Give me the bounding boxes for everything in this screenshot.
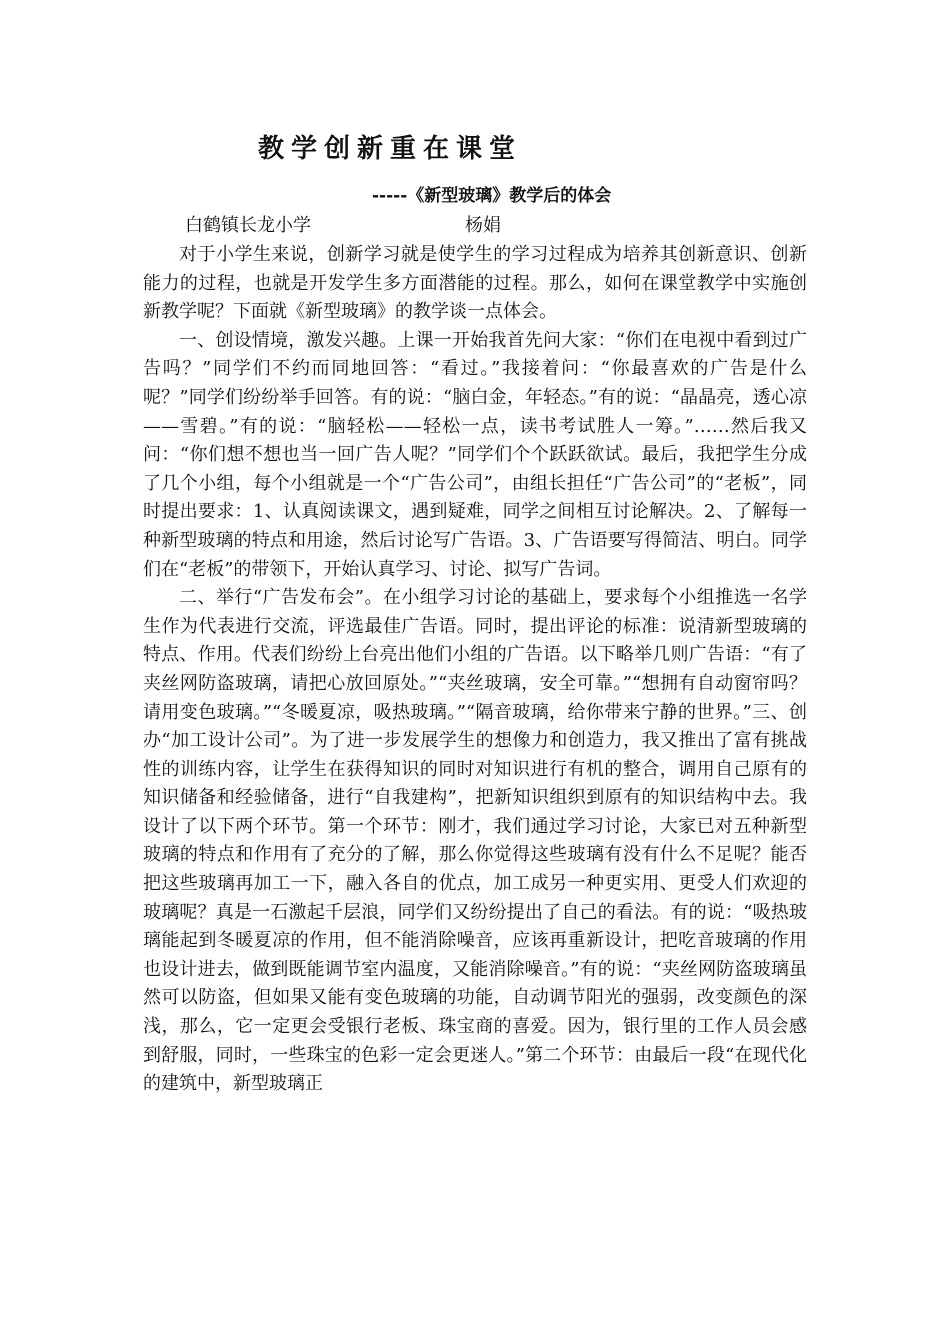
document-subtitle: -----《新型玻璃》教学后的体会 [372, 186, 612, 206]
author-name: 杨娟 [465, 215, 501, 236]
paragraph-intro: 对于小学生来说，创新学习就是使学生的学习过程成为培养其创新意识、创新能力的过程，也就是开发学生多方面潜能的过程。那么，如何在课堂教学中实施创新教学呢？下面就《新型玻璃》的教学谈一点体会。 [143, 244, 807, 323]
paragraph-section-one: 一、创设情境，激发兴趣。上课一开始我首先问大家：“你们在电视中看到过广告吗？”同学们不约而同地回答：“看过。”我接着问：“你最喜欢的广告是什么呢？”同学们纷纷举手回答。有的说：“脑白金，年轻态。”有的说：“晶晶亮，透心凉——雪碧。”有的说：“脑轻松——轻松一点，读书考试胜人一筹。”……然后我又问：“你们想不想也当一回广告人呢？”同学们个个跃跃欲试。最后，我把学生分成了几个小组，每个小组就是一个“广告公司”，由组长担任“广告公司”的“老板”，同时提出要求：1、认真阅读课文，遇到疑难，同学之间相互讨论解决。2、了解每一种新型玻璃的特点和用途，然后讨论写广告语。3、广告语要写得简洁、明白。同学们在“老板”的带领下，开始认真学习、讨论、拟写广告词。 [143, 329, 807, 580]
paragraph-section-two: 二、举行“广告发布会”。在小组学习讨论的基础上，要求每个小组推选一名学生作为代表进行交流，评选最佳广告语。同时，提出评论的标准：说清新型玻璃的特点、作用。代表们纷纷上台亮出他们小组的广告语。以下略举几则广告语：“有了夹丝网防盗玻璃，请把心放回原处。”“夹丝玻璃，安全可靠。”“想拥有自动窗帘吗？请用变色玻璃。”“冬暖夏凉，吸热玻璃。”“隔音玻璃，给你带来宁静的世界。”三、创办“加工设计公司”。为了进一步发展学生的想像力和创造力，我又推出了富有挑战性的训练内容，让学生在获得知识的同时对知识进行有机的整合，调用自己原有的知识储备和经验储备，进行“自我建构”，把新知识组织到原有的知识结构中去。我设计了以下两个环节。第一个环节：刚才，我们通过学习讨论，大家已对五种新型玻璃的特点和作用有了充分的了解，那么你觉得这些玻璃有没有什么不足呢？能否把这些玻璃再加工一下，融入各自的优点，加工成另一种更实用、更受人们欢迎的玻璃呢？真是一石激起千层浪，同学们又纷纷提出了自己的看法。有的说：“吸热玻璃能起到冬暖夏凉的作用，但不能消除噪音，应该再重新设计，把吃音玻璃的作用也设计进去，做到既能调节室内温度，又能消除噪音。”有的说：“夹丝网防盗玻璃虽然可以防盗，但如果又能有变色玻璃的功能，自动调节阳光的强弱，改变颜色的深浅，那么，它一定更会受银行老板、珠宝商的喜爱。因为，银行里的工作人员会感到舒服，同时，一些珠宝的色彩一定会更迷人。”第二个环节：由最后一段“在现代化的建筑中，新型玻璃正 [143, 587, 807, 1095]
school-name: 白鹤镇长龙小学 [185, 215, 311, 236]
article-body [143, 241, 807, 1099]
document-title: 教学创新重在课堂 [258, 134, 523, 164]
byline [185, 213, 501, 239]
